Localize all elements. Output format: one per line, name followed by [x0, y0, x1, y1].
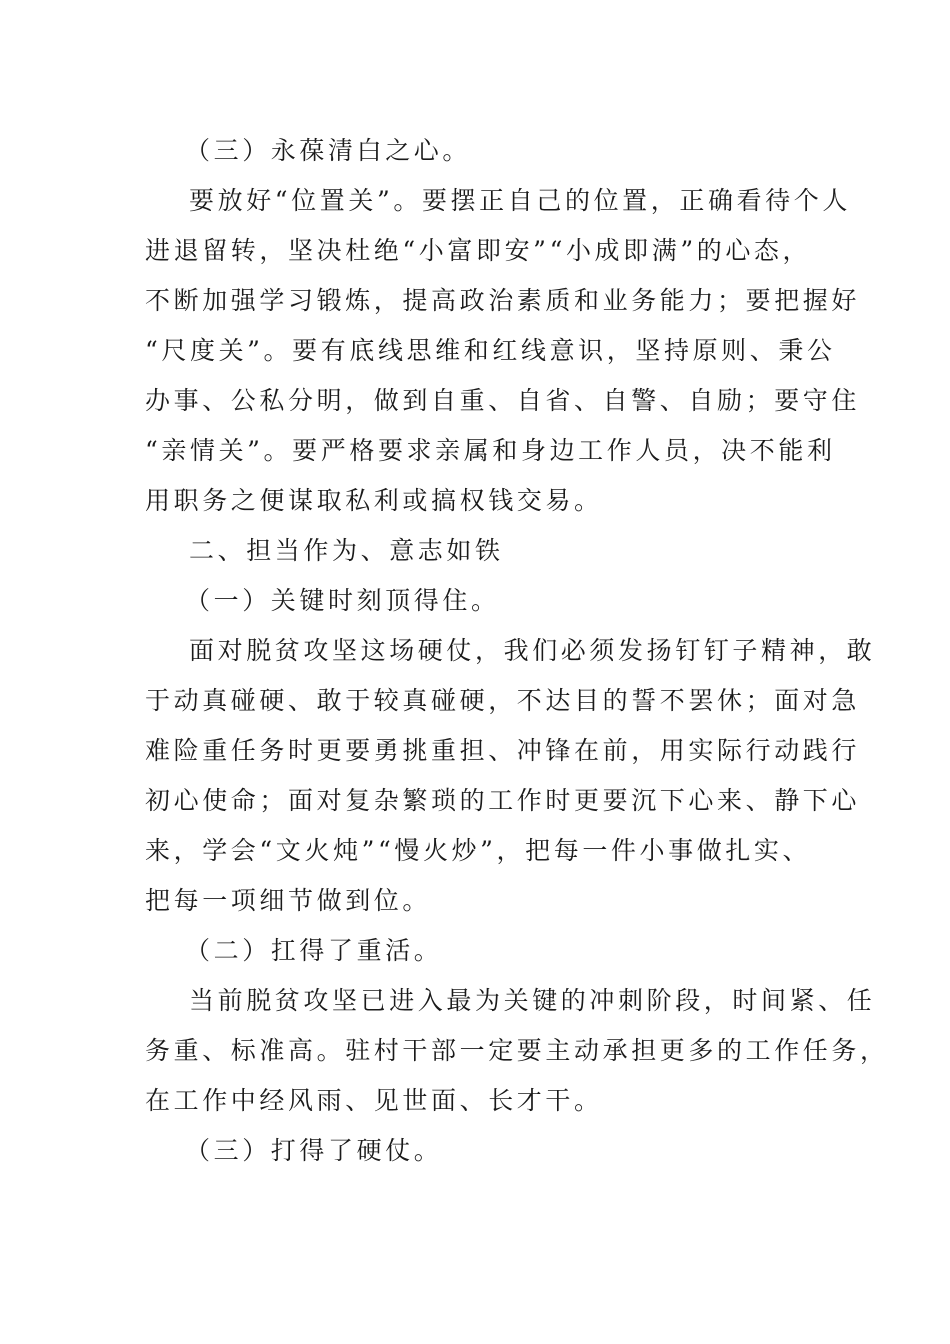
subheading-keep-clean-heart [145, 126, 805, 176]
text-line: 用职务之便谋取私利或搞权钱交易。 [145, 486, 603, 515]
paragraph-three-gates [145, 176, 861, 526]
text-line: 把每一项细节做到位。 [145, 886, 432, 915]
text-line: 初心使命；面对复杂繁琐的工作时更要沉下心来、静下心 [145, 786, 861, 815]
text-line: （一）关键时刻顶得住。 [185, 586, 500, 615]
text-line: 面对脱贫攻坚这场硬仗，我们必须发扬钉钉子精神，敢 [189, 636, 876, 665]
text-line: 二、担当作为、意志如铁 [189, 536, 504, 565]
paragraph-sprint-stage [145, 976, 889, 1126]
text-line: 来，学会“文火炖”“慢火炒”，把每一件小事做扎实、 [145, 836, 812, 865]
subheading-critical-moments [145, 576, 805, 626]
text-line: 务重、标准高。驻村干部一定要主动承担更多的工作任务， [145, 1036, 889, 1065]
text-line: 办事、公私分明，做到自重、自省、自警、自励；要守住 [145, 386, 861, 415]
text-line: “尺度关”。要有底线思维和红线意识，坚持原则、秉公 [145, 336, 836, 365]
text-line: （二）扛得了重活。 [185, 936, 443, 965]
text-line: （三）永葆清白之心。 [185, 136, 472, 165]
subheading-tough-battle [145, 1126, 805, 1176]
text-line: 在工作中经风雨、见世面、长才干。 [145, 1086, 603, 1115]
text-line: 于动真碰硬、敢于较真碰硬，不达目的誓不罢休；面对急 [145, 686, 861, 715]
paragraph-poverty-battle [145, 626, 876, 926]
text-line: 当前脱贫攻坚已进入最为关键的冲刺阶段，时间紧、任 [189, 986, 876, 1015]
section-heading-two [145, 526, 805, 576]
text-line: 难险重任务时更要勇挑重担、冲锋在前，用实际行动践行 [145, 736, 861, 765]
text-line: （三）打得了硬仗。 [185, 1136, 443, 1165]
text-line: 进退留转，坚决杜绝“小富即安”“小成即满”的心态， [145, 236, 812, 265]
text-line: “亲情关”。要严格要求亲属和身边工作人员，决不能利 [145, 436, 836, 465]
subheading-heavy-work [145, 926, 805, 976]
document-body [145, 126, 889, 1176]
text-line: 要放好“位置关”。要摆正自己的位置，正确看待个人 [189, 186, 851, 215]
text-line: 不断加强学习锻炼，提高政治素质和业务能力；要把握好 [145, 286, 861, 315]
